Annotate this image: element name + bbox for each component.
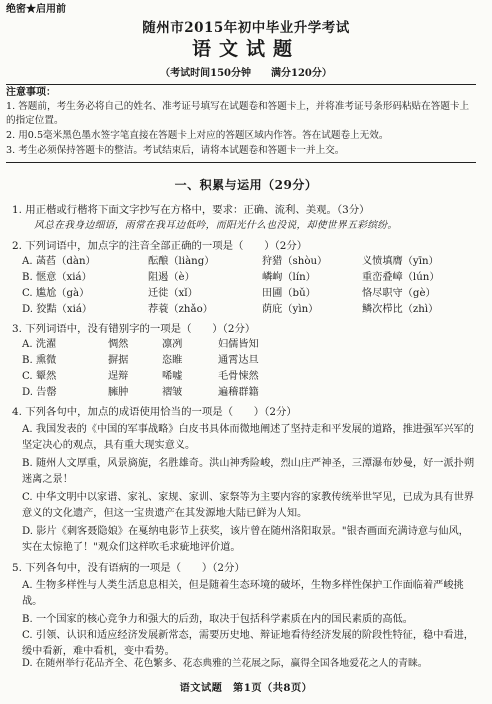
question-5-stem: 5. 下列各句中，没有语病的一项是（ ）（2分）: [12, 562, 245, 574]
question-2-stem: 2. 下列词语中，加点字的注音全部正确的一项是（ ）（2分）: [12, 240, 308, 252]
q2-option-a-word-4: 义愤填膺（yīn）: [362, 256, 439, 267]
q5-option-b: B. 一个国家的核心竞争力和强大的后劲，取决于包括科学素质在内的国民素质的高低。: [22, 614, 413, 625]
q3-option-a-word-3: 凛冽: [162, 339, 183, 350]
q2-option-c-word-2: 迁徙（xǐ）: [148, 288, 198, 299]
q2-option-a-word-2: 酝酿（liàng）: [148, 256, 215, 267]
q3-option-b-word-3: 恣睢: [162, 355, 183, 366]
q2-option-c-word-3: 田圃（bǔ）: [262, 288, 316, 299]
q3-option-a-word-1: A. 洗濯: [22, 339, 57, 350]
q2-option-b-word-1: B. 惬意（xiá）: [22, 272, 92, 283]
section-title: 一、积累与运用（29分）: [174, 178, 318, 192]
q2-option-d-word-4: 鳞次栉比（zhì）: [362, 304, 439, 315]
question-1-stem: 1. 用正楷或行楷将下面文字抄写在方格中，要求：正确、流利、美观。（3分）: [12, 204, 370, 216]
q3-option-b-word-2: 摒据: [108, 355, 129, 366]
q4-option-a: A. 我国发表的《中国的军事战略》白皮书具体而微地阐述了坚持走和平发展的道路，推进强军兴军的坚定决心的观点，具有重大现实意义。: [22, 424, 474, 451]
q3-option-d-word-3: 褶皱: [162, 387, 183, 398]
q3-option-c-word-3: 唏嘘: [162, 371, 183, 382]
divider-top: [6, 84, 476, 85]
notice-item-1: 1. 答题前，考生务必将自己的姓名、准考证号填写在试题卷和答题卡上，并将准考证号条形码粘贴在答题卡上的指定位置。: [6, 101, 470, 126]
q2-option-c-word-4: 恪尽职守（gè）: [362, 288, 436, 299]
q3-option-a-word-2: 惆然: [108, 339, 129, 350]
q3-option-b-word-4: 通霄达旦: [218, 355, 259, 366]
q4-option-b: B. 随州人文厚重，风景旖旎，名胜雄奇。洪山神秀险峻，烈山庄严神圣，三潭瀑布妙曼，好一派扑朔迷离之景！: [22, 458, 475, 485]
q3-option-a-word-4: 妇儒皆知: [218, 339, 259, 350]
q2-option-d-word-3: 荫庇（yìn）: [262, 304, 319, 315]
q3-option-d-word-4: 遍稽群籍: [218, 387, 259, 398]
q3-option-b-word-1: B. 熏微: [22, 355, 57, 366]
page-footer: 语文试题 第1页（共8页）: [179, 682, 313, 694]
q4-option-d: D. 影片《刺客聂隐娘》在戛纳电影节上获奖，该片曾在随州洛阳取景。"银杏画面充满诗意与仙风，实在太惊艳了！"观众们这样吹毛求疵地评价道。: [22, 526, 469, 553]
q3-option-c-word-4: 毛骨悚然: [218, 371, 259, 382]
exam-title: 随州市2015年初中毕业升学考试: [142, 20, 350, 36]
q2-option-b-word-4: 重峦叠嶂（lún）: [362, 272, 440, 283]
q5-option-d: D. 在随州举行花品齐全、花色繁多、花态典雅的兰花展之际，赢得全国各地爱花之人的青睐。: [22, 658, 428, 669]
q3-option-c-word-2: 逞辩: [108, 371, 129, 382]
q2-option-a-word-1: A. 菡萏（dàn）: [22, 256, 96, 267]
secret-mark: 绝密★启用前: [6, 4, 66, 15]
q2-option-d-word-1: D. 狡黠（xiá）: [22, 304, 93, 315]
notice-item-3: 3. 考生必须保持答题卡的整洁。考试结束后，请将本试题卷和答题卡一并上交。: [6, 145, 345, 156]
q5-option-c: C. 引领、认识和适应经济发展新常态，需要历史地、辩证地看待经济发展的阶段性特征，稳中看进，缓中看新，难中看机，变中看势。: [22, 630, 474, 657]
q4-option-c: C. 中华文明中以家谱、家礼、家规、家训、家祭等为主要内容的家教传统举世罕见，已成为具有世界意义的文化遗产，但这一宝贵遗产在其发源地大陆已鲜为人知。: [22, 492, 474, 519]
question-3-stem: 3. 下列词语中，没有错别字的一项是（ ）（2分）: [12, 323, 256, 335]
exam-time-info: （考试时间150分钟 满分120分）: [160, 68, 332, 79]
question-4-stem: 4. 下列各句中，加点的成语使用恰当的一项是（ ）（2分）: [12, 406, 297, 418]
q5-option-a: A. 生物多样性与人类生活息息相关，但是随着生态环境的破坏，生物多样性保护工作面临着严峻挑战。: [22, 580, 464, 607]
q2-option-b-word-2: 阻遏（è）: [148, 272, 195, 283]
q2-option-a-word-3: 狩猎（shòu）: [262, 256, 328, 267]
q3-option-c-word-1: C. 颦然: [22, 371, 57, 382]
exam-subject: 语文试题: [191, 38, 300, 60]
q2-option-c-word-1: C. 尴尬（gà）: [22, 288, 90, 299]
q2-option-d-word-2: 荐蓑（zhǎo）: [148, 304, 213, 315]
q3-option-d-word-2: 臃肿: [108, 387, 129, 398]
q2-option-b-word-3: 嶙峋（lín）: [262, 272, 316, 283]
notice-item-2: 2. 用0.5毫米黑色墨水签字笔直接在答题卡上对应的答题区域内作答。答在试题卷上无效。: [6, 130, 389, 141]
notice-title: 注意事项：: [6, 87, 56, 98]
question-1-copy-text: 风总在我身边细语，雨常在我耳边低吟，而阳光什么也没说，却使世界五彩缤纷。: [34, 220, 398, 231]
divider-bottom: [6, 162, 476, 163]
q3-option-d-word-1: D. 告罄: [22, 387, 57, 398]
